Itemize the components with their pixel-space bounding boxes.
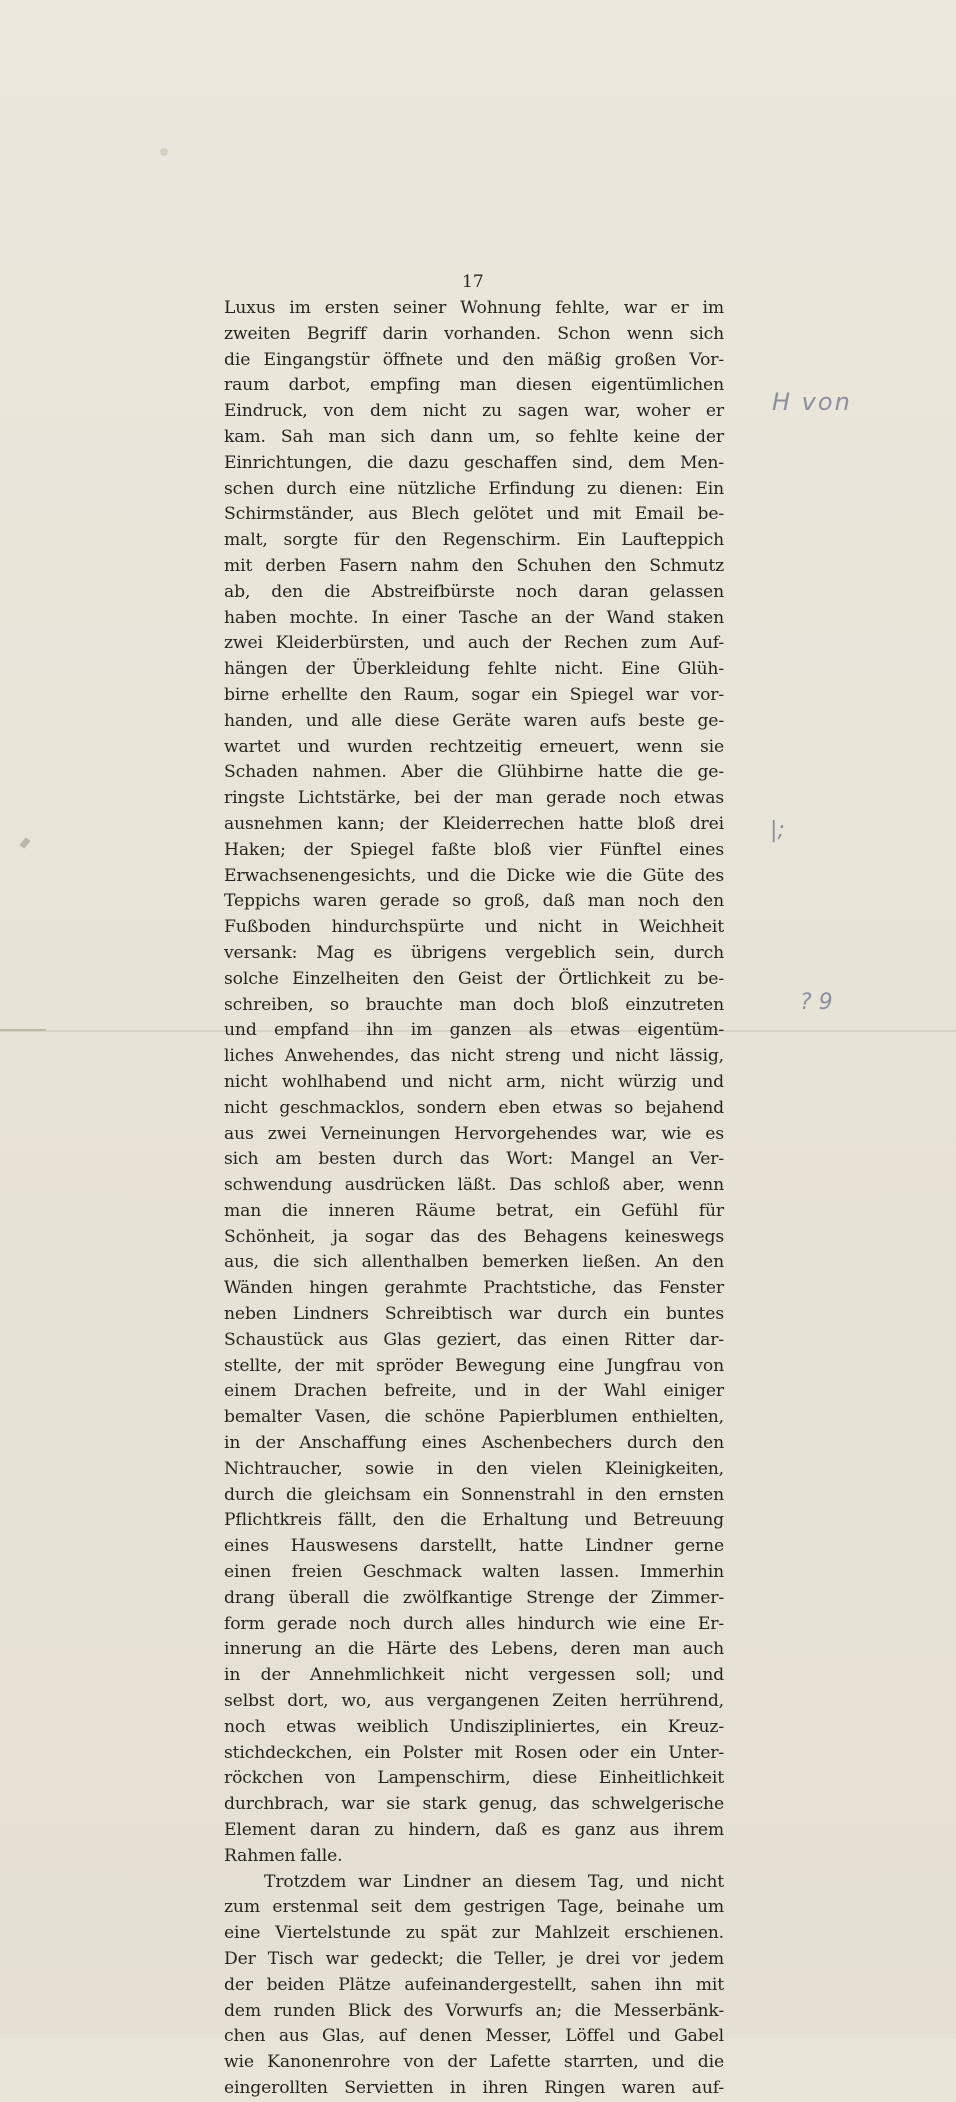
text-line: Erwachsenengesichts, und die Dicke wie die Güte des xyxy=(224,865,724,886)
text-line: zwei Kleiderbürsten, und auch der Rechen zum Auf- xyxy=(224,633,724,654)
text-line: kam. Sah man sich dann um, so fehlte keine der xyxy=(224,426,724,447)
text-line: stellte, der mit spröder Bewegung eine Jungfrau von xyxy=(224,1355,724,1376)
text-line: man die inneren Räume betrat, ein Gefühl für xyxy=(224,1200,724,1221)
text-line: birne erhellte den Raum, sogar ein Spiegel war vor- xyxy=(224,684,724,705)
text-line: form gerade noch durch alles hindurch wie eine Er- xyxy=(224,1613,724,1634)
text-line: Einrichtungen, die dazu geschaffen sind, dem Men- xyxy=(224,452,724,473)
text-line: einem Drachen befreite, und in der Wahl einiger xyxy=(224,1381,724,1402)
text-line: mit derben Fasern nahm den Schuhen den Schmutz xyxy=(224,555,724,576)
page-number: 17 xyxy=(462,272,484,292)
margin-note: H von xyxy=(772,388,852,416)
text-line: handen, und alle diese Geräte waren aufs beste ge- xyxy=(224,710,724,731)
text-line: noch etwas weiblich Undiszipliniertes, ein Kreuz- xyxy=(224,1716,724,1737)
text-line: der beiden Plätze aufeinandergestellt, sahen ihn mit xyxy=(224,1974,724,1995)
text-line: drang überall die zwölfkantige Strenge der Zimmer- xyxy=(224,1587,724,1608)
text-line: Nichtraucher, sowie in den vielen Kleinigkeiten, xyxy=(224,1458,724,1479)
text-line: in der Annehmlichkeit nicht vergessen soll; und xyxy=(224,1665,724,1686)
text-line: haben mochte. In einer Tasche an der Wand staken xyxy=(224,607,724,628)
text-line: ab, den die Abstreifbürste noch daran gelassen xyxy=(224,581,724,602)
text-line: zweiten Begriff darin vorhanden. Schon wenn sich xyxy=(224,323,724,344)
text-line: eingerollten Servietten in ihren Ringen waren auf- xyxy=(224,2077,724,2098)
edge-mark xyxy=(19,837,30,849)
text-line: solche Einzelheiten den Geist der Örtlichkeit zu be- xyxy=(224,968,724,989)
text-line: Luxus im ersten seiner Wohnung fehlte, war er im xyxy=(224,298,724,318)
text-line: eines Hauswesens darstellt, hatte Lindner gerne xyxy=(224,1536,724,1557)
text-line: durch die gleichsam ein Sonnenstrahl in den ernsten xyxy=(224,1484,724,1505)
text-line: röckchen von Lampenschirm, diese Einheitlichkeit xyxy=(224,1768,724,1789)
text-line: ringste Lichtstärke, bei der man gerade noch etwas xyxy=(224,788,724,809)
text-line: Wänden hingen gerahmte Prachtstiche, das Fenster xyxy=(224,1278,724,1299)
margin-note: ? 9 xyxy=(800,990,833,1015)
text-line: Fußboden hindurchspürte und nicht in Weichheit xyxy=(224,917,724,938)
text-line: selbst dort, wo, aus vergangenen Zeiten herrührend, xyxy=(224,1691,724,1712)
text-line: hängen der Überkleidung fehlte nicht. Eine Glüh- xyxy=(224,659,724,680)
text-line: Eindruck, von dem nicht zu sagen war, woher er xyxy=(224,401,724,422)
text-line: eine Viertelstunde zu spät zur Mahlzeit erschienen. xyxy=(224,1923,724,1944)
text-line: Teppichs waren gerade so groß, daß man noch den xyxy=(224,891,724,912)
text-line: Rahmen falle. xyxy=(224,1845,343,1866)
text-line: raum darbot, empfing man diesen eigentümlichen xyxy=(224,375,724,396)
text-line: Element daran zu hindern, daß es ganz aus ihrem xyxy=(224,1820,724,1841)
text-line: einen freien Geschmack walten lassen. Immerhin xyxy=(224,1562,724,1583)
text-line: Schaustück aus Glas geziert, das einen Ritter dar- xyxy=(224,1329,724,1350)
text-line: versank: Mag es übrigens vergeblich sein, durch xyxy=(224,942,724,963)
edge-mark xyxy=(0,1029,46,1031)
paper-speck xyxy=(160,148,168,156)
text-line: Pflichtkreis fällt, den die Erhaltung und Betreuung xyxy=(224,1510,724,1531)
margin-note: |; xyxy=(770,818,785,843)
text-line: schreiben, so brauchte man doch bloß einzutreten xyxy=(224,994,724,1015)
text-line: neben Lindners Schreibtisch war durch ein buntes xyxy=(224,1304,724,1325)
text-line: Trotzdem war Lindner an diesem Tag, und nicht xyxy=(264,1871,724,1892)
text-line: innerung an die Härte des Lebens, deren man auch xyxy=(224,1639,724,1660)
text-line: in der Anschaffung eines Aschenbechers durch den xyxy=(224,1433,724,1454)
text-line: und empfand ihn im ganzen als etwas eigentüm- xyxy=(224,1020,724,1041)
text-line: malt, sorgte für den Regenschirm. Ein Laufteppich xyxy=(224,530,724,551)
text-line: stichdeckchen, ein Polster mit Rosen oder ein Unter- xyxy=(224,1742,724,1763)
text-line: Schönheit, ja sogar das des Behagens keineswegs xyxy=(224,1226,724,1247)
text-line: chen aus Glas, auf denen Messer, Löffel und Gabel xyxy=(224,2026,724,2047)
text-line: wartet und wurden rechtzeitig erneuert, wenn sie xyxy=(224,736,724,757)
text-line: durchbrach, war sie stark genug, das schwelgerische xyxy=(224,1794,724,1815)
text-line: dem runden Blick des Vorwurfs an; die Messerbänk- xyxy=(224,2000,724,2021)
text-line: bemalter Vasen, die schöne Papierblumen enthielten, xyxy=(224,1407,724,1428)
text-line: ausnehmen kann; der Kleiderrechen hatte bloß drei xyxy=(224,813,724,834)
text-line: Der Tisch war gedeckt; die Teller, je drei vor jedem xyxy=(224,1949,724,1969)
text-line: schwendung ausdrücken läßt. Das schloß aber, wenn xyxy=(224,1175,724,1196)
text-line: Schirmständer, aus Blech gelötet und mit Email be- xyxy=(224,504,724,525)
text-line: sich am besten durch das Wort: Mangel an Ver- xyxy=(224,1149,724,1170)
text-line: Schaden nahmen. Aber die Glühbirne hatte die ge- xyxy=(224,762,724,783)
text-line: aus, die sich allenthalben bemerken ließen. An den xyxy=(224,1252,724,1273)
text-line: Haken; der Spiegel faßte bloß vier Fünftel eines xyxy=(224,839,724,860)
text-line: zum erstenmal seit dem gestrigen Tage, beinahe um xyxy=(224,1897,724,1918)
text-line: nicht wohlhabend und nicht arm, nicht würzig und xyxy=(224,1071,724,1092)
text-line: nicht geschmacklos, sondern eben etwas so bejahend xyxy=(224,1097,724,1118)
text-line: schen durch eine nützliche Erfindung zu dienen: Ein xyxy=(224,478,724,499)
text-line: die Eingangstür öffnete und den mäßig großen Vor- xyxy=(224,349,724,370)
text-line: aus zwei Verneinungen Hervorgehendes war, wie es xyxy=(224,1123,724,1144)
text-line: wie Kanonenrohre von der Lafette starrten, und die xyxy=(224,2052,724,2073)
text-line: liches Anwehendes, das nicht streng und nicht lässig, xyxy=(224,1046,724,1067)
body-text xyxy=(224,296,724,2102)
